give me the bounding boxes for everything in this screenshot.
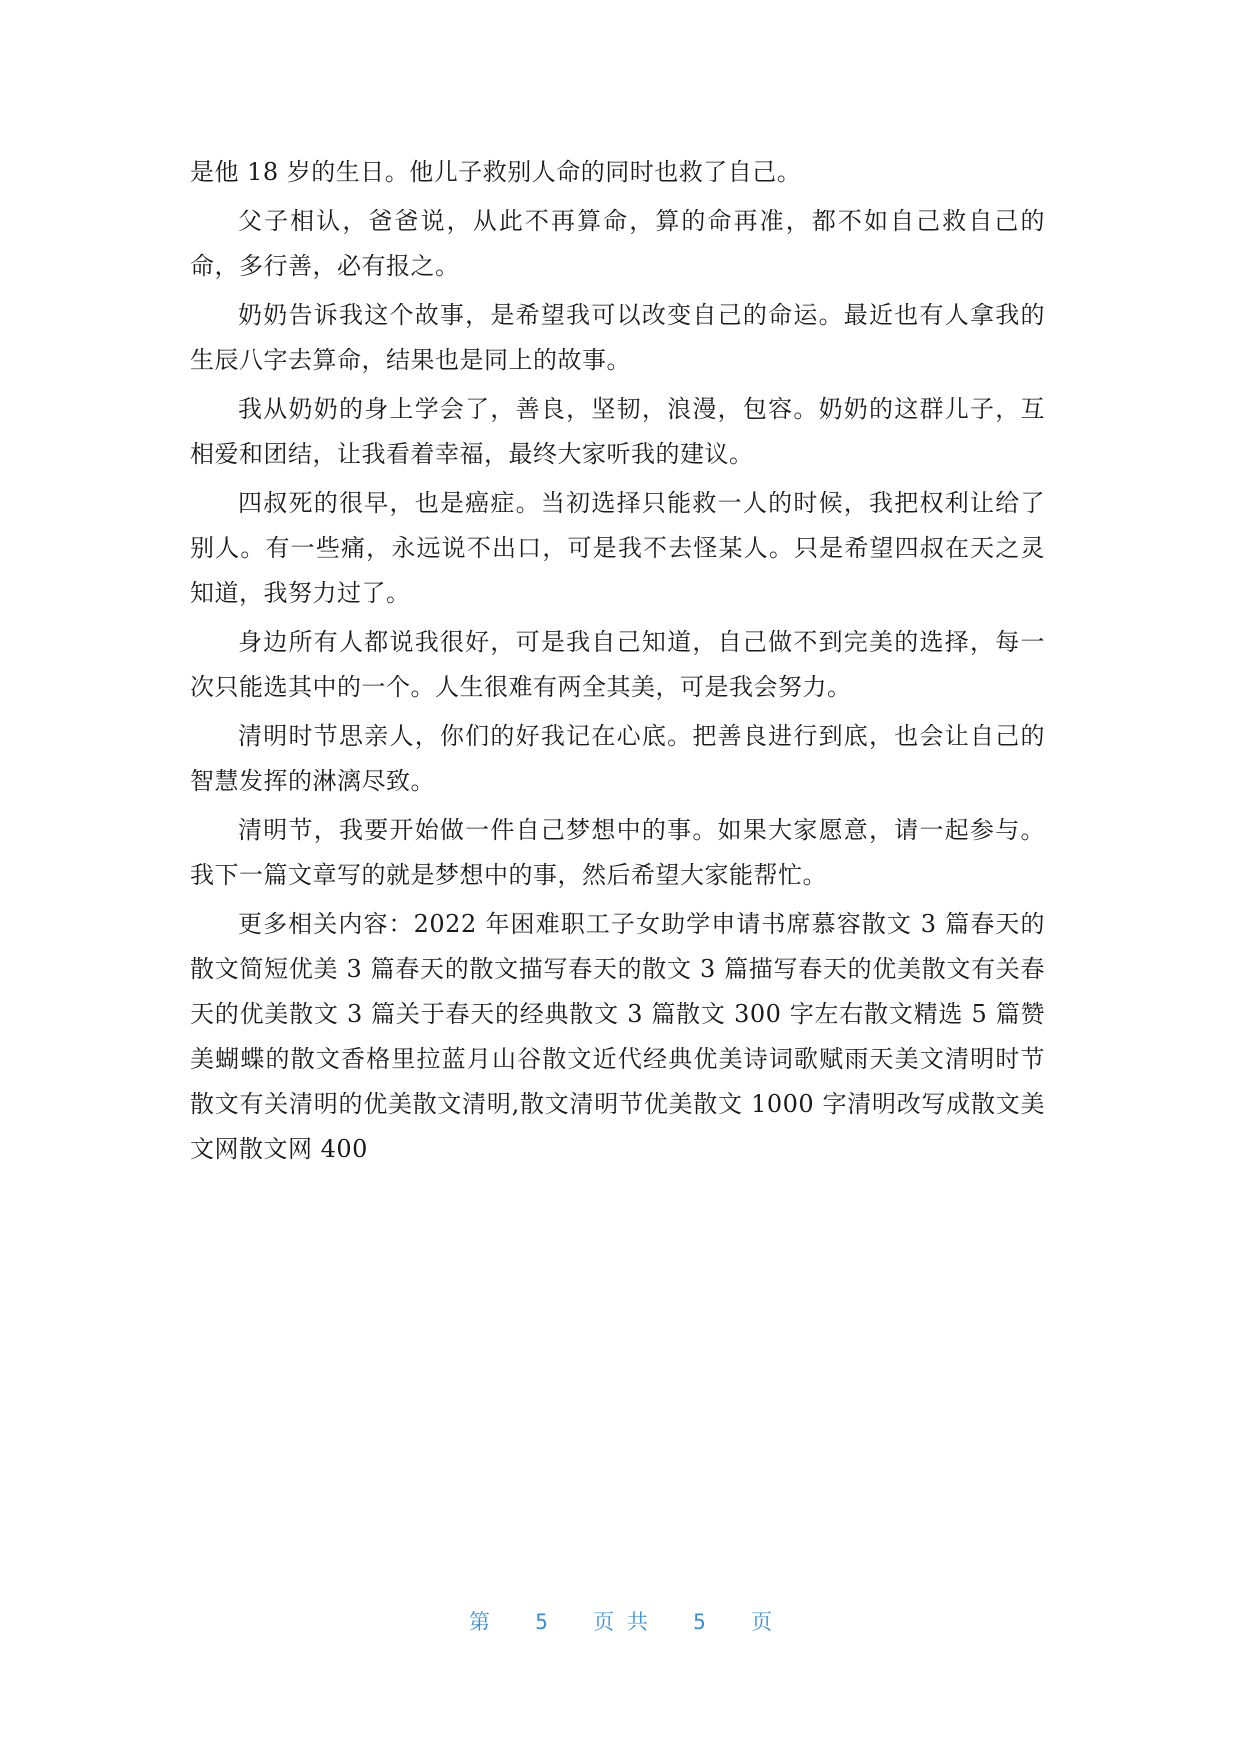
footer-label-page: 第 xyxy=(468,1610,490,1634)
paragraph: 四叔死的很早，也是癌症。当初选择只能救一人的时候，我把权利让给了别人。有一些痛，永远说不出口，可是我不去怪某人。只是希望四叔在天之灵知道，我努力过了。 xyxy=(190,489,1045,607)
paragraph: 我从奶奶的身上学会了，善良，坚韧，浪漫，包容。奶奶的这群儿子，互相爱和团结，让我看着幸福，最终大家听我的建议。 xyxy=(190,395,1045,468)
related-content-paragraph: 更多相关内容：2022 年困难职工子女助学申请书席慕容散文 3 篇春天的散文简短优美 3 篇春天的散文描写春天的散文 3 篇描写春天的优美散文有关春天的优美散文 3 篇关于春天的经典散文 3 篇散文 300 字左右散文精选 5 篇赞美蝴蝶的散文香格里拉蓝月山谷散文近代经典优美诗词歌赋雨天美文清明时节散文有关清明的优美散文清明,散文清明节优美散文 1000 字清明改写成散文美文网散文网 400 xyxy=(190,910,1045,1163)
footer-total-pages: 5 xyxy=(693,1610,706,1634)
paragraph: 清明时节思亲人，你们的好我记在心底。把善良进行到底，也会让自己的智慧发挥的淋漓尽致。 xyxy=(190,722,1045,795)
paragraph: 奶奶告诉我这个故事，是希望我可以改变自己的命运。最近也有人拿我的生辰八字去算命，结果也是同上的故事。 xyxy=(190,301,1045,374)
footer-current-page: 5 xyxy=(535,1610,548,1634)
document-body xyxy=(190,150,1045,1176)
footer-label-end: 页 xyxy=(751,1610,773,1634)
paragraph: 清明节，我要开始做一件自己梦想中的事。如果大家愿意，请一起参与。我下一篇文章写的就是梦想中的事，然后希望大家能帮忙。 xyxy=(190,816,1045,889)
page-footer xyxy=(0,1606,1241,1636)
footer-label-of: 页 共 xyxy=(593,1610,648,1634)
paragraph: 是他 18 岁的生日。他儿子救别人命的同时也救了自己。 xyxy=(190,158,802,186)
paragraph: 身边所有人都说我很好，可是我自己知道，自己做不到完美的选择，每一次只能选其中的一个。人生很难有两全其美，可是我会努力。 xyxy=(190,628,1045,701)
paragraph: 父子相认，爸爸说，从此不再算命，算的命再准，都不如自己救自己的命，多行善，必有报之。 xyxy=(190,207,1045,280)
